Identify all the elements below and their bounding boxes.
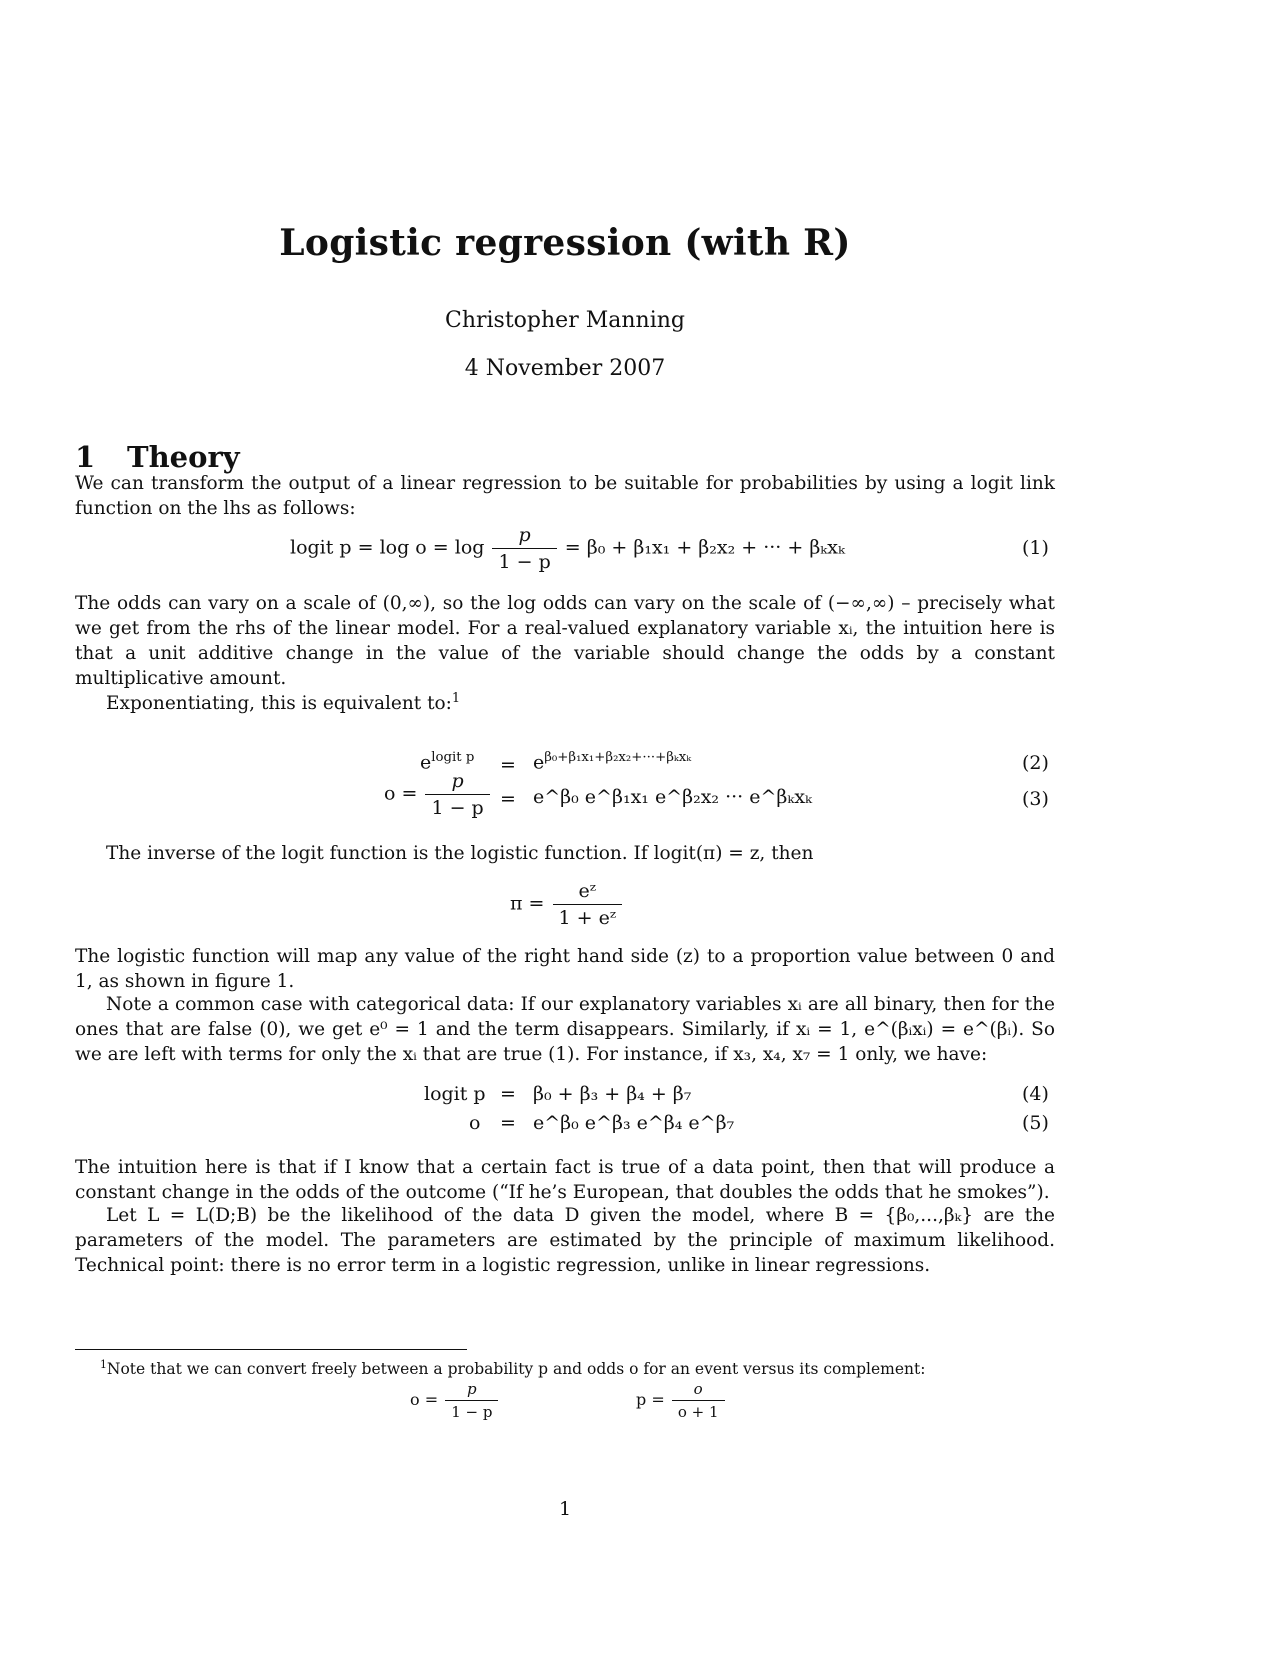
eq3-lhs: o = bbox=[384, 782, 418, 805]
paper-title: Logistic regression (with R) bbox=[279, 222, 851, 264]
paragraph-3 bbox=[75, 686, 1055, 716]
paragraph-5: The logistic function will map any value of the right hand side (z) to a proportion value between 0 and 1, as shown in figure 1. bbox=[75, 946, 1055, 992]
footnote-rule bbox=[75, 1349, 467, 1350]
eq3-numerator: p bbox=[425, 770, 489, 795]
paragraph-4: The inverse of the logit function is the logistic function. If logit(π) = z, then bbox=[106, 843, 814, 864]
equation-inverse-logit bbox=[510, 880, 624, 929]
eq2-base: e bbox=[420, 751, 432, 774]
eq3-relation: = bbox=[500, 788, 516, 810]
page-number: 1 bbox=[558, 1498, 572, 1520]
eq3-fraction bbox=[425, 770, 489, 819]
eq1-denominator: 1 − p bbox=[498, 551, 551, 573]
section-number: 1 bbox=[75, 440, 96, 474]
eq1-fraction bbox=[492, 524, 556, 573]
eq2-rhs-base: e bbox=[533, 751, 545, 774]
eqinv-denominator: 1 + eᶻ bbox=[558, 907, 617, 929]
paragraph-2: The odds can vary on a scale of (0,∞), so the log odds can vary on the scale of (−∞,∞) – precisely what we get from the rhs of the linear model. For a real-valued explanatory variable xᵢ, the intuition here is that a unit additive change in the value of the variable should change the odds by a constant multiplicative amount. bbox=[75, 593, 1055, 689]
eq2-rhs-exponent: β₀+β₁x₁+β₂x₂+···+βₖxₖ bbox=[544, 750, 692, 765]
paragraph-7: The intuition here is that if I know that a certain fact is true of a data point, then that will produce a constant change in the odds of the outcome (“If he’s European, that doubles the odds that he smokes”). bbox=[75, 1157, 1055, 1203]
paragraph-1: We can transform the output of a linear regression to be suitable for probabilities by using a logit link function on the lhs as follows: bbox=[75, 473, 1055, 519]
paragraph-6: Note a common case with categorical data: If our explanatory variables xᵢ are all binary, then for the ones that are false (0), we get e⁰ = 1 and the term disappears. Similarly, if xᵢ = 1, e^(βᵢxᵢ) = e^(βᵢ). So we are left with terms for only the xᵢ that are true (1). For instance, if x₃, x₄, x₇ = 1 only, we have: bbox=[75, 994, 1055, 1065]
footnote-number: 1 bbox=[100, 1358, 107, 1371]
footnote-equation-probability bbox=[636, 1380, 727, 1421]
section-heading bbox=[75, 440, 240, 474]
eq1-lhs: logit p = log o = log bbox=[290, 536, 485, 559]
eq2-exponent: logit p bbox=[431, 750, 475, 765]
eqinv-fraction bbox=[553, 880, 623, 929]
footnote-equation-odds bbox=[410, 1380, 500, 1421]
eq4-rhs: β₀ + β₃ + β₄ + β₇ bbox=[533, 1083, 692, 1105]
equation-3-lhs bbox=[384, 770, 492, 819]
eq5-number: (5) bbox=[1022, 1112, 1049, 1134]
footnote-eq2-fraction bbox=[672, 1380, 725, 1421]
equation-2-rhs bbox=[533, 750, 691, 773]
eq5-rhs: e^β₀ e^β₃ e^β₄ e^β₇ bbox=[533, 1112, 735, 1134]
footnote-eq1-lhs: o = bbox=[410, 1390, 439, 1409]
footnote bbox=[100, 1358, 925, 1378]
footnote-text: Note that we can convert freely between a probability p and odds o for an event versus its complement: bbox=[106, 1360, 926, 1379]
date: 4 November 2007 bbox=[464, 356, 666, 381]
eqinv-lhs: π = bbox=[510, 892, 545, 915]
eqinv-numerator: eᶻ bbox=[553, 880, 623, 905]
eq4-number: (4) bbox=[1022, 1083, 1049, 1105]
eq3-denominator: 1 − p bbox=[431, 797, 484, 819]
author: Christopher Manning bbox=[445, 308, 685, 333]
eq1-rhs: = β₀ + β₁x₁ + β₂x₂ + ··· + βₖxₖ bbox=[564, 536, 845, 559]
footnote-eq2-numerator: o bbox=[672, 1380, 725, 1401]
eq4-lhs: logit p bbox=[424, 1083, 486, 1105]
footnote-eq2-lhs: p = bbox=[636, 1390, 665, 1409]
eq5-lhs: o bbox=[469, 1112, 481, 1134]
eq4-relation: = bbox=[500, 1083, 516, 1105]
eq1-numerator: p bbox=[492, 524, 556, 549]
paragraph-3-text: Exponentiating, this is equivalent to: bbox=[106, 693, 452, 715]
section-title: Theory bbox=[127, 440, 240, 474]
eq3-rhs: e^β₀ e^β₁x₁ e^β₂x₂ ··· e^βₖxₖ bbox=[533, 786, 812, 808]
footnote-eq1-fraction bbox=[445, 1380, 498, 1421]
eq5-relation: = bbox=[500, 1112, 516, 1134]
equation-1 bbox=[290, 524, 845, 573]
footnote-eq2-denominator: o + 1 bbox=[677, 1403, 719, 1421]
footnote-eq1-numerator: p bbox=[445, 1380, 498, 1401]
eq2-number: (2) bbox=[1022, 752, 1049, 774]
eq3-number: (3) bbox=[1022, 788, 1049, 810]
eq2-relation: = bbox=[500, 754, 516, 776]
footnote-marker: 1 bbox=[451, 691, 461, 706]
footnote-eq1-denominator: 1 − p bbox=[451, 1403, 493, 1421]
paragraph-8: Let L = L(D;B) be the likelihood of the data D given the model, where B = {β₀,...,βₖ} are the parameters of the model. The parameters are estimated by the principle of maximum likelihood. Technical point: there is no error term in a logistic regression, unlike in linear regressions. bbox=[75, 1205, 1055, 1276]
eq1-number: (1) bbox=[1022, 537, 1049, 559]
